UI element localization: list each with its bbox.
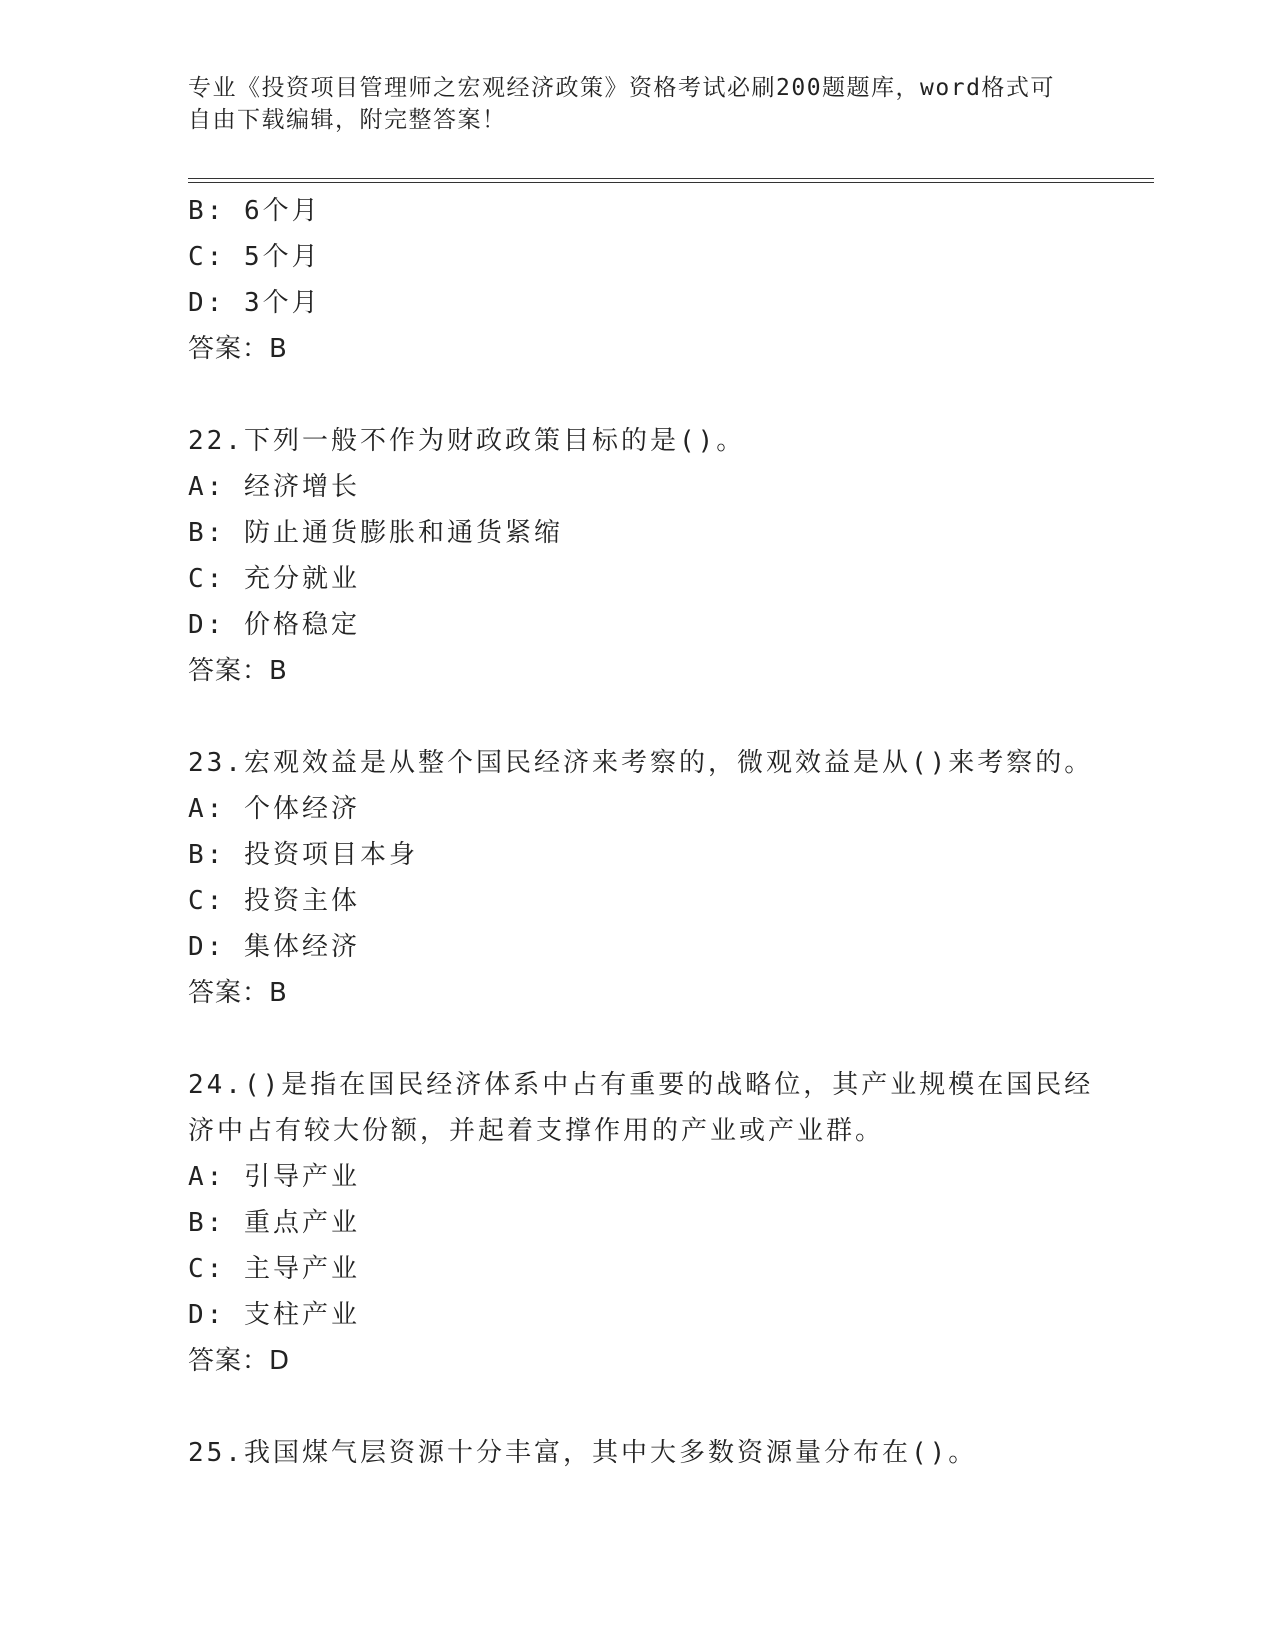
option-c: C: 投资主体 [188,886,360,916]
question-text-line-1: 24.()是指在国民经济体系中占有重要的战略位，其产业规模在国民经 [188,1070,1094,1100]
question-partial [188,188,1108,372]
option-a: A: 经济增长 [188,472,360,502]
header-line-1: 专业《投资项目管理师之宏观经济政策》资格考试必刷200题题库，word格式可 [188,75,1055,101]
option-a: A: 引导产业 [188,1162,360,1192]
question-text: 25.我国煤气层资源十分丰富，其中大多数资源量分布在()。 [188,1438,978,1468]
question-text: 23.宏观效益是从整个国民经济来考察的，微观效益是从()来考察的。 [188,748,1094,778]
answer-line: 答案：B [188,334,288,364]
option-d: D: 集体经济 [188,932,360,962]
option-d: D: 支柱产业 [188,1300,360,1330]
option-b: B: 重点产业 [188,1208,360,1238]
answer-line: 答案：B [188,656,288,686]
spacer [188,1384,1108,1430]
spacer [188,372,1108,418]
question-24 [188,1062,1108,1384]
header-divider-bottom [188,182,1154,183]
question-text: 22.下列一般不作为财政政策目标的是()。 [188,426,746,456]
question-list [188,188,1108,1476]
option-c: C: 充分就业 [188,564,360,594]
option-d: D: 价格稳定 [188,610,360,640]
spacer [188,1016,1108,1062]
spacer [188,694,1108,740]
question-22 [188,418,1108,694]
option-a: A: 个体经济 [188,794,360,824]
header-line-2: 自由下载编辑，附完整答案！ [188,107,507,133]
question-23 [188,740,1108,1016]
question-25 [188,1430,1108,1476]
option-b: B: 6个月 [188,196,321,226]
answer-line: 答案：D [188,1346,291,1376]
option-b: B: 投资项目本身 [188,840,418,870]
option-d: D: 3个月 [188,288,321,318]
option-b: B: 防止通货膨胀和通货紧缩 [188,518,563,548]
option-c: C: 5个月 [188,242,321,272]
question-text-line-2: 济中占有较大份额，并起着支撑作用的产业或产业群。 [188,1116,885,1146]
document-header [188,72,1068,136]
option-c: C: 主导产业 [188,1254,360,1284]
header-divider-top [188,178,1154,179]
answer-line: 答案：B [188,978,288,1008]
